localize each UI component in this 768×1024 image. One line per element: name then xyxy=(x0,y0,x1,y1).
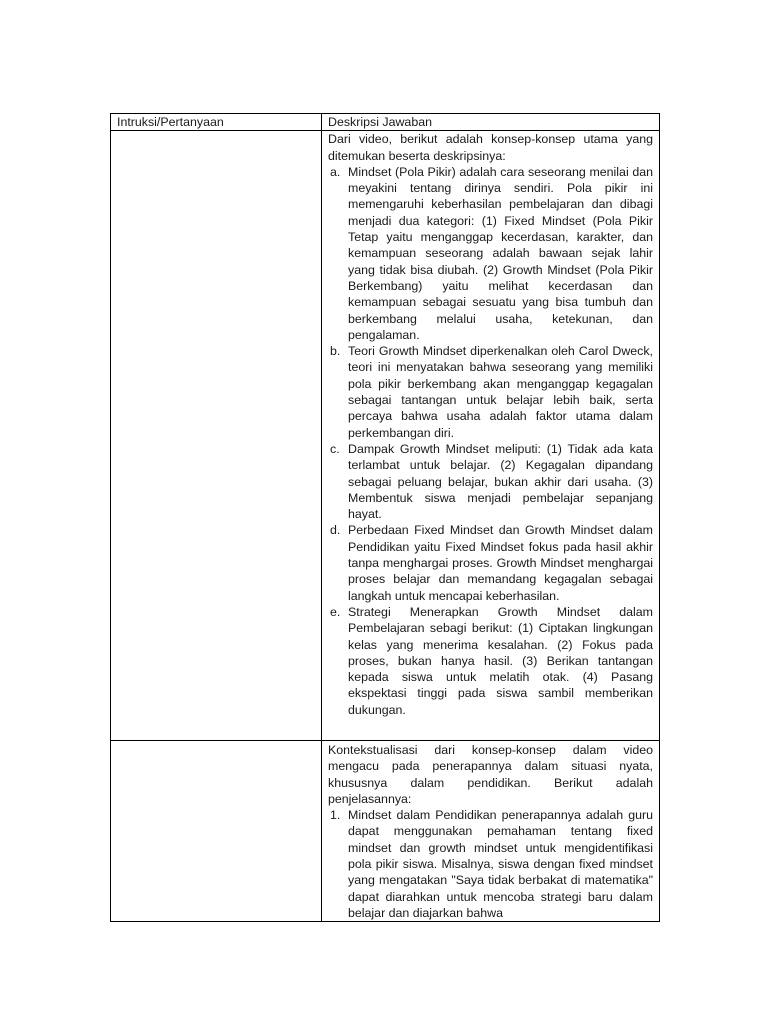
list-marker: c. xyxy=(330,441,340,456)
list-item xyxy=(328,343,653,441)
list-marker: a. xyxy=(330,164,341,179)
list-item-text: Perbedaan Fixed Mindset dan Growth Mindset dalam Pendidikan yaitu Fixed Mindset fokus pada hasil akhir tanpa menghargai proses. Growth Mindset menghargai proses belajar dan memandang kegagalan sebagai langkah untuk mencapai keberhasilan. xyxy=(348,523,653,603)
list-item xyxy=(328,807,653,921)
intro-paragraph: Dari video, berikut adalah konsep-konsep utama yang ditemukan beserta deskripsinya: xyxy=(328,132,653,163)
list-marker: e. xyxy=(330,604,341,619)
list-item-text: Strategi Menerapkan Growth Mindset dalam Pembelajaran sebagi berikut: (1) Ciptakan lingkungan kelas yang menerima kesalahan. (2) Fokus pada proses, bukan hanya hasil. (3) Berikan tantangan kepada siswa untuk melatih otak. (4) Pasang ekspektasi tinggi pada siswa sambil memberikan dukungan. xyxy=(348,604,653,717)
list-item xyxy=(328,604,653,718)
instruction-cell xyxy=(111,740,322,921)
header-description-cell: Deskripsi Jawaban xyxy=(322,114,660,131)
instruction-cell xyxy=(111,131,322,741)
list-marker: b. xyxy=(330,344,341,359)
table-header-row xyxy=(111,114,660,131)
list-item-text: Mindset (Pola Pikir) adalah cara seseorang menilai dan meyakini tentang dirinya sendiri. Pola pikir ini memengaruhi keberhasilan pembelajaran dan dibagi menjadi dua kategori: (1) Fixed Mindset (Pola Pikir Tetap yaitu menganggap kecerdasan, karakter, dan kemampuan seseorang adalah bawaan sejak lahir yang tidak bisa diubah. (2) Growth Mindset (Pola Pikir Berkembang) yaitu melihat kecerdasan dan kemampuan sebagai sesuatu yang bisa tumbuh dan berkembang melalui usaha, ketekunan, dan pengalaman. xyxy=(348,164,653,342)
list-item xyxy=(328,164,653,343)
answer-table xyxy=(110,113,660,922)
list-marker: 1. xyxy=(330,808,341,823)
description-cell xyxy=(322,740,660,921)
list-item-text: Dampak Growth Mindset meliputi: (1) Tidak ada kata terlambat untuk belajar. (2) Kegagalan dipandang sebagai peluang belajar, bukan akhir dari usaha. (3) Membentuk siswa menjadi pembelajar sepanjang hayat. xyxy=(348,441,653,522)
intro-paragraph: Kontekstualisasi dari konsep-konsep dalam video mengacu pada penerapannya dalam situasi nyata, khususnya dalam pendidikan. Berikut adalah penjelasannya: xyxy=(328,742,653,806)
list-item xyxy=(328,522,653,603)
list-item-text: Mindset dalam Pendidikan penerapannya adalah guru dapat menggunakan pemahaman tentang fixed mindset dan growth mindset untuk mengidentifikasi pola pikir siswa. Misalnya, siswa dengan fixed mindset yang mengatakan "Saya tidak berbakat di matematika" dapat diarahkan untuk mencoba strategi baru dalam belajar dan diajarkan bahwa xyxy=(348,808,653,920)
header-instruction-cell: Intruksi/Pertanyaan xyxy=(111,114,322,131)
list-marker: d. xyxy=(330,523,341,538)
list-item xyxy=(328,441,653,522)
description-cell xyxy=(322,131,660,741)
table-row xyxy=(111,131,660,741)
list-item-text: Teori Growth Mindset diperkenalkan oleh Carol Dweck, teori ini menyatakan bahwa seseorang yang memiliki pola pikir berkembang akan menganggap kegagalan sebagai tantangan untuk belajar lebih baik, serta percaya bahwa usaha adalah faktor utama dalam perkembangan diri. xyxy=(348,344,653,440)
table-row xyxy=(111,740,660,921)
